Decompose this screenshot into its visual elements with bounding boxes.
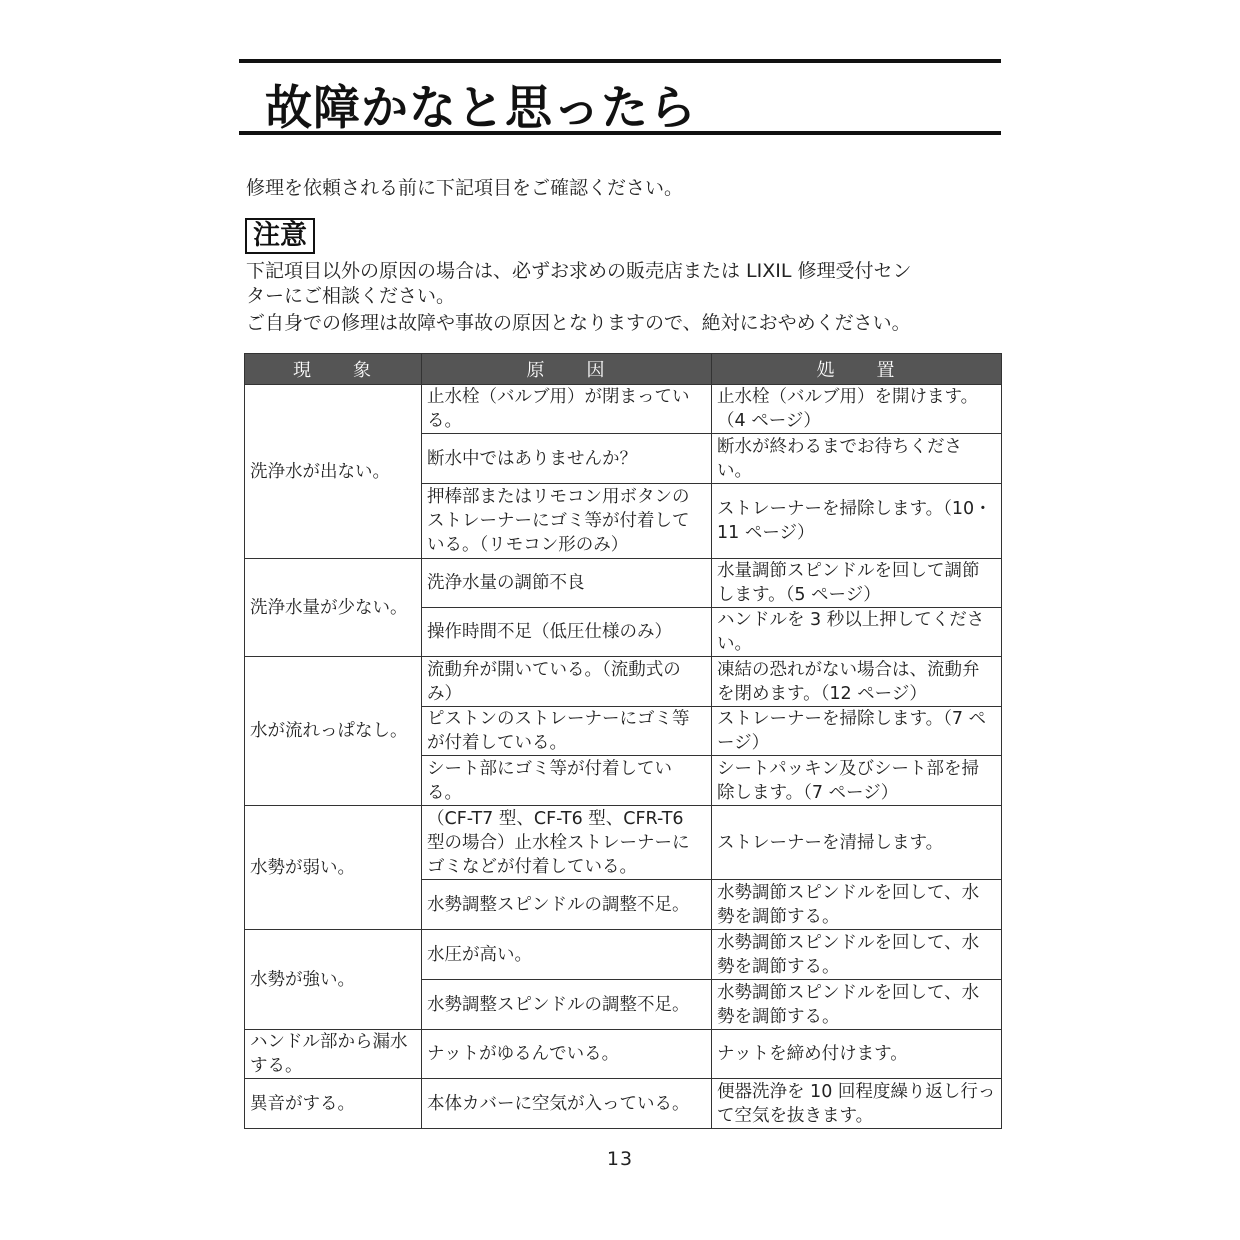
cause-cell: 流動弁が開いている。（流動式のみ） (422, 657, 712, 707)
cause-cell: 本体カバーに空気が入っている。 (422, 1079, 712, 1129)
remedy-cell: 水勢調節スピンドルを回して、水勢を調節する。 (712, 980, 1002, 1030)
symptom-cell: 異音がする。 (245, 1079, 422, 1129)
remedy-cell: 便器洗浄を 10 回程度繰り返し行って空気を抜きます。 (712, 1079, 1002, 1129)
cause-cell: ナットがゆるんでいる。 (422, 1030, 712, 1079)
table-row (245, 806, 1002, 880)
table-row (245, 385, 1002, 434)
symptom-cell: 洗浄水が出ない。 (245, 385, 422, 559)
cause-cell: 操作時間不足（低圧仕様のみ） (422, 608, 712, 657)
remedy-cell: ストレーナーを掃除します。（7 ページ） (712, 707, 1002, 756)
remedy-cell: 断水が終わるまでお待ちください。 (712, 434, 1002, 484)
cause-cell: シート部にゴミ等が付着している。 (422, 756, 712, 806)
troubleshooting-table (244, 353, 1002, 1129)
cause-cell: 水勢調整スピンドルの調整不足。 (422, 980, 712, 1030)
symptom-cell: 水が流れっぱなし。 (245, 657, 422, 806)
cause-cell: 水勢調整スピンドルの調整不足。 (422, 880, 712, 930)
remedy-cell: ハンドルを 3 秒以上押してください。 (712, 608, 1002, 657)
table-row (245, 1079, 1002, 1129)
table-row (245, 559, 1002, 608)
table-row (245, 657, 1002, 707)
table-header-row (245, 354, 1002, 385)
remedy-cell: ストレーナーを掃除します。（10・11 ページ） (712, 484, 1002, 559)
intro-text: 修理を依頼される前に下記項目をご確認ください。 (246, 177, 684, 199)
cause-cell: 洗浄水量の調節不良 (422, 559, 712, 608)
symptom-cell: ハンドル部から漏水する。 (245, 1030, 422, 1079)
page-number: 13 (606, 1148, 634, 1170)
remedy-cell: ナットを締め付けます。 (712, 1030, 1002, 1079)
remedy-cell: 水量調節スピンドルを回して調節します。（5 ページ） (712, 559, 1002, 608)
cause-cell: 水圧が高い。 (422, 930, 712, 980)
symptom-cell: 洗浄水量が少ない。 (245, 559, 422, 657)
remedy-cell: 水勢調節スピンドルを回して、水勢を調節する。 (712, 880, 1002, 930)
table-row (245, 1030, 1002, 1079)
caution-line-1: 下記項目以外の原因の場合は、必ずお求めの販売店または LIXIL 修理受付セン (246, 260, 912, 282)
remedy-cell: 止水栓（バルブ用）を開けます。（4 ページ） (712, 385, 1002, 434)
page-title: 故障かなと思ったら (265, 81, 697, 136)
cause-cell: 押棒部またはリモコン用ボタンのストレーナーにゴミ等が付着している。（リモコン形のみ） (422, 484, 712, 559)
header-symptom: 現 象 (245, 354, 422, 385)
caution-line-3: ご自身での修理は故障や事故の原因となりますので、絶対におやめください。 (246, 312, 911, 334)
caution-label: 注意 (245, 218, 315, 254)
remedy-cell: シートパッキン及びシート部を掃除します。（7 ページ） (712, 756, 1002, 806)
remedy-cell: 凍結の恐れがない場合は、流動弁を閉めます。（12 ページ） (712, 657, 1002, 707)
cause-cell: （CF-T7 型、CF-T6 型、CFR-T6 型の場合）止水栓ストレーナーにゴミなどが付着している。 (422, 806, 712, 880)
table-row (245, 930, 1002, 980)
caution-line-2: ターにご相談ください。 (246, 285, 456, 307)
cause-cell: ピストンのストレーナーにゴミ等が付着している。 (422, 707, 712, 756)
symptom-cell: 水勢が強い。 (245, 930, 422, 1030)
header-remedy: 処 置 (712, 354, 1002, 385)
cause-cell: 断水中ではありませんか？ (422, 434, 712, 484)
remedy-cell: 水勢調節スピンドルを回して、水勢を調節する。 (712, 930, 1002, 980)
remedy-cell: ストレーナーを清掃します。 (712, 806, 1002, 880)
title-block (239, 59, 1001, 135)
header-cause: 原 因 (422, 354, 712, 385)
symptom-cell: 水勢が弱い。 (245, 806, 422, 930)
cause-cell: 止水栓（バルブ用）が閉まっている。 (422, 385, 712, 434)
